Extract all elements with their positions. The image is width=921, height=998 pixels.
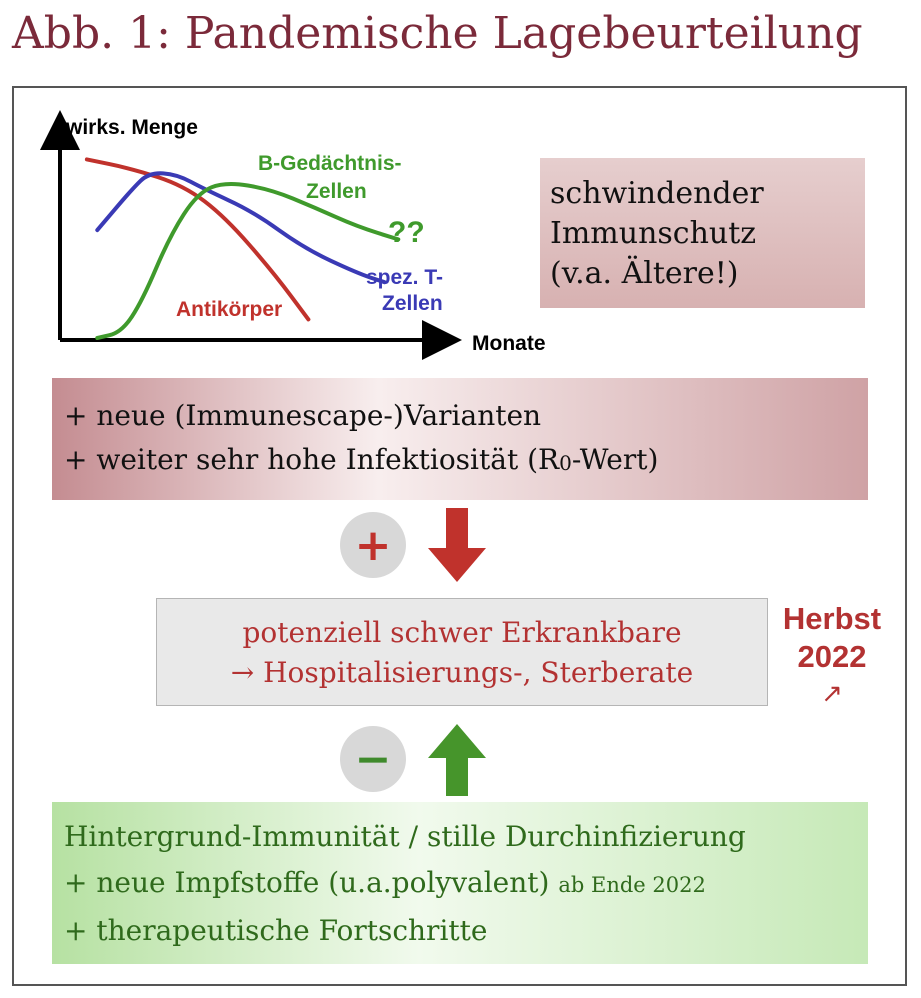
label-antikoerper: Antikörper (176, 298, 283, 321)
varianten-line-2 (64, 438, 856, 485)
immunity-chart-svg (36, 100, 576, 370)
varianten-line-1: + neue (Immunescape-)Varianten (64, 399, 542, 432)
x-axis-label: Monate (472, 332, 546, 355)
varianten-line-2-post: -Wert) (571, 443, 659, 476)
herbst-line-1: Herbst (782, 601, 882, 636)
immunschutz-line-1: schwindender (550, 176, 764, 211)
plus-circle: + (340, 512, 406, 578)
label-t-zellen-1: spez. T- (366, 266, 444, 289)
label-b-zellen-2: Zellen (306, 180, 367, 203)
minus-circle: − (340, 726, 406, 792)
label-b-zellen-1: B-Gedächtnis- (258, 152, 402, 175)
immunitaet-line-2-main: + neue Impfstoffe (u.a.polyvalent) (64, 866, 559, 899)
immunitaet-line-1: Hintergrund-Immunität / stille Durchinfizierung (64, 820, 746, 853)
immunitaet-line-3: + therapeutische Fortschritte (64, 914, 488, 947)
immunitaet-line-2-small: ab Ende 2022 (558, 873, 706, 897)
varianten-line-2-pre: + weiter sehr hohe Infektiosität (R (64, 443, 560, 476)
immunschutz-line-3: (v.a. Ältere!) (550, 256, 739, 291)
up-arrow-icon (428, 724, 486, 796)
page-title: Abb. 1: Pandemische Lagebeurteilung (12, 8, 863, 59)
immunschutz-line-2: Immunschutz (550, 216, 757, 251)
immunschutz-box (540, 158, 865, 308)
label-question: ?? (388, 216, 425, 249)
rising-arrow-icon: ↗ (821, 678, 843, 708)
immunity-chart (36, 100, 576, 370)
immunitaet-line-2 (64, 860, 856, 908)
down-arrow-icon (428, 508, 486, 582)
label-t-zellen-2: Zellen (382, 292, 443, 315)
erkrankbare-line-2: → Hospitalisierungs-, Sterberate (230, 656, 694, 689)
y-axis-label: wirks. Menge (66, 116, 198, 139)
herbst-label (772, 600, 892, 710)
varianten-band (52, 378, 868, 500)
erkrankbare-box (156, 598, 768, 706)
herbst-line-2: 2022 (797, 639, 867, 674)
erkrankbare-line-1: potenziell schwer Erkrankbare (242, 616, 682, 649)
immunitaet-band (52, 802, 868, 964)
r0-subscript: 0 (559, 451, 572, 475)
